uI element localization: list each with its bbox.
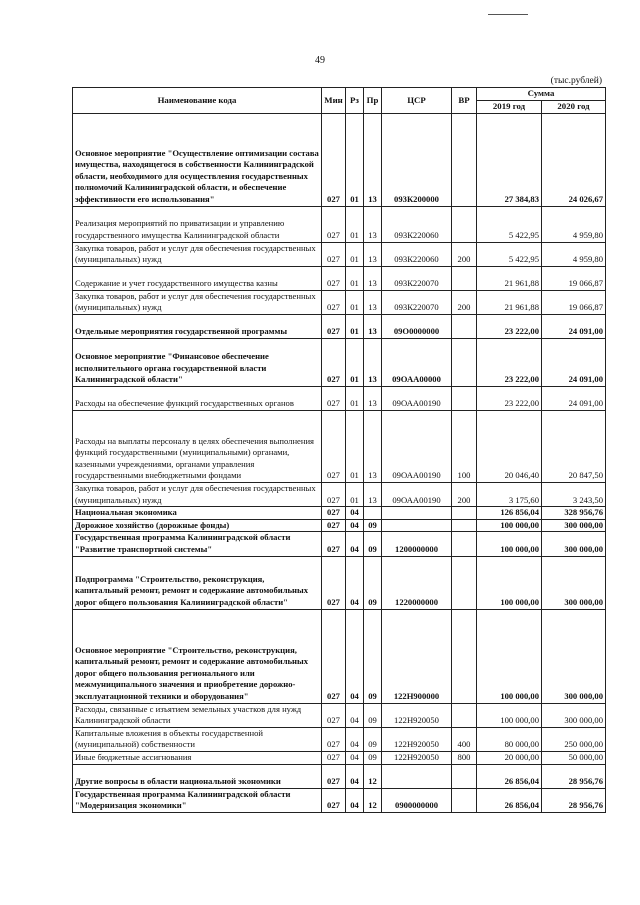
cell-y2020: 19 066,87 bbox=[542, 266, 606, 290]
units-label: (тыс.рублей) bbox=[550, 76, 602, 86]
cell-min: 027 bbox=[322, 242, 346, 266]
cell-rz: 04 bbox=[346, 519, 364, 532]
cell-name: Основное мероприятие "Строительство, реконструкция, капитальный ремонт, ремонт и содержание автомобильных дорог общего пользования регионального или межмуниципального значения и приобретение дорожно-эксплуатационной техники и оборудования" bbox=[73, 609, 322, 703]
cell-min: 027 bbox=[322, 290, 346, 314]
header-csr: ЦСР bbox=[382, 88, 452, 114]
cell-y2019: 20 000,00 bbox=[477, 751, 542, 764]
table-row bbox=[73, 556, 606, 609]
table-row bbox=[73, 242, 606, 266]
table-row bbox=[73, 507, 606, 520]
cell-pr: 09 bbox=[364, 519, 382, 532]
cell-min: 027 bbox=[322, 314, 346, 338]
cell-min: 027 bbox=[322, 788, 346, 812]
cell-y2019: 80 000,00 bbox=[477, 727, 542, 751]
cell-pr: 13 bbox=[364, 410, 382, 482]
cell-min: 027 bbox=[322, 507, 346, 520]
cell-name: Содержание и учет государственного имущества казны bbox=[73, 266, 322, 290]
cell-y2019: 5 422,95 bbox=[477, 206, 542, 242]
cell-rz: 04 bbox=[346, 751, 364, 764]
cell-rz: 04 bbox=[346, 507, 364, 520]
cell-vr bbox=[452, 703, 477, 727]
cell-vr: 400 bbox=[452, 727, 477, 751]
cell-y2019: 26 856,04 bbox=[477, 788, 542, 812]
header-2020: 2020 год bbox=[542, 101, 606, 114]
cell-vr: 200 bbox=[452, 242, 477, 266]
cell-pr: 13 bbox=[364, 338, 382, 386]
table-row bbox=[73, 703, 606, 727]
cell-vr bbox=[452, 266, 477, 290]
cell-y2020: 300 000,00 bbox=[542, 556, 606, 609]
table-row bbox=[73, 314, 606, 338]
page-number: 49 bbox=[315, 55, 325, 66]
cell-y2020: 28 956,76 bbox=[542, 788, 606, 812]
cell-csr: 09ОАА00000 bbox=[382, 338, 452, 386]
cell-name: Реализация мероприятий по приватизации и управлению государственного имущества Калининградской области bbox=[73, 206, 322, 242]
cell-vr bbox=[452, 206, 477, 242]
cell-name: Расходы на обеспечение функций государственных органов bbox=[73, 386, 322, 410]
cell-pr: 13 bbox=[364, 206, 382, 242]
cell-min: 027 bbox=[322, 206, 346, 242]
table-row bbox=[73, 519, 606, 532]
table-row bbox=[73, 751, 606, 764]
cell-name: Основное мероприятие "Осуществление оптимизации состава имущества, находящегося в собственности Калининградской области, необходимого для осуществления государственных полномочий Калининградской области, и обеспечение эффективности его использования" bbox=[73, 113, 322, 206]
cell-y2019: 100 000,00 bbox=[477, 556, 542, 609]
cell-min: 027 bbox=[322, 703, 346, 727]
cell-csr: 1200000000 bbox=[382, 532, 452, 556]
header-sum: Сумма bbox=[477, 88, 606, 101]
cell-name: Закупка товаров, работ и услуг для обеспечения государственных (муниципальных) нужд bbox=[73, 482, 322, 506]
cell-name: Национальная экономика bbox=[73, 507, 322, 520]
cell-name: Другие вопросы в области национальной экономики bbox=[73, 764, 322, 788]
table-row bbox=[73, 206, 606, 242]
cell-rz: 01 bbox=[346, 410, 364, 482]
cell-y2019: 27 384,83 bbox=[477, 113, 542, 206]
top-rule bbox=[488, 14, 528, 15]
cell-name: Закупка товаров, работ и услуг для обеспечения государственных (муниципальных) нужд bbox=[73, 242, 322, 266]
table-row bbox=[73, 266, 606, 290]
header-rz: Рз bbox=[346, 88, 364, 114]
cell-vr: 200 bbox=[452, 482, 477, 506]
cell-pr: 13 bbox=[364, 113, 382, 206]
cell-y2019: 23 222,00 bbox=[477, 386, 542, 410]
cell-y2020: 20 847,50 bbox=[542, 410, 606, 482]
cell-csr: 122Н920050 bbox=[382, 703, 452, 727]
cell-y2020: 4 959,80 bbox=[542, 206, 606, 242]
cell-rz: 04 bbox=[346, 532, 364, 556]
cell-name: Отдельные мероприятия государственной программы bbox=[73, 314, 322, 338]
cell-vr: 800 bbox=[452, 751, 477, 764]
cell-y2020: 24 026,67 bbox=[542, 113, 606, 206]
cell-y2020: 19 066,87 bbox=[542, 290, 606, 314]
cell-name: Иные бюджетные ассигнования bbox=[73, 751, 322, 764]
cell-y2020: 4 959,80 bbox=[542, 242, 606, 266]
cell-rz: 04 bbox=[346, 727, 364, 751]
cell-vr bbox=[452, 338, 477, 386]
cell-rz: 01 bbox=[346, 314, 364, 338]
cell-min: 027 bbox=[322, 764, 346, 788]
cell-y2019: 100 000,00 bbox=[477, 703, 542, 727]
header-2019: 2019 год bbox=[477, 101, 542, 114]
cell-pr: 12 bbox=[364, 764, 382, 788]
cell-y2020: 50 000,00 bbox=[542, 751, 606, 764]
cell-pr bbox=[364, 507, 382, 520]
cell-csr: 09ОАА00190 bbox=[382, 410, 452, 482]
cell-vr bbox=[452, 532, 477, 556]
cell-name: Подпрограмма "Строительство, реконструкция, капитальный ремонт, ремонт и содержание автомобильных дорог общего пользования Калининградской области" bbox=[73, 556, 322, 609]
cell-vr bbox=[452, 788, 477, 812]
cell-rz: 01 bbox=[346, 338, 364, 386]
cell-rz: 01 bbox=[346, 206, 364, 242]
cell-rz: 04 bbox=[346, 609, 364, 703]
cell-csr: 093К220070 bbox=[382, 266, 452, 290]
cell-vr bbox=[452, 113, 477, 206]
cell-y2019: 126 856,04 bbox=[477, 507, 542, 520]
cell-min: 027 bbox=[322, 113, 346, 206]
cell-csr: 09О0000000 bbox=[382, 314, 452, 338]
cell-min: 027 bbox=[322, 519, 346, 532]
cell-csr: 093К200000 bbox=[382, 113, 452, 206]
cell-rz: 04 bbox=[346, 788, 364, 812]
cell-pr: 13 bbox=[364, 266, 382, 290]
table-row bbox=[73, 727, 606, 751]
cell-min: 027 bbox=[322, 410, 346, 482]
cell-vr: 200 bbox=[452, 290, 477, 314]
cell-pr: 09 bbox=[364, 556, 382, 609]
table-row bbox=[73, 113, 606, 206]
cell-pr: 09 bbox=[364, 609, 382, 703]
cell-vr bbox=[452, 556, 477, 609]
cell-y2019: 23 222,00 bbox=[477, 338, 542, 386]
cell-y2020: 250 000,00 bbox=[542, 727, 606, 751]
cell-y2020: 328 956,76 bbox=[542, 507, 606, 520]
cell-y2019: 3 175,60 bbox=[477, 482, 542, 506]
cell-csr: 09ОАА00190 bbox=[382, 386, 452, 410]
cell-csr: 122Н920050 bbox=[382, 727, 452, 751]
cell-name: Закупка товаров, работ и услуг для обеспечения государственных (муниципальных) нужд bbox=[73, 290, 322, 314]
cell-pr: 13 bbox=[364, 386, 382, 410]
cell-rz: 04 bbox=[346, 764, 364, 788]
cell-vr bbox=[452, 519, 477, 532]
cell-min: 027 bbox=[322, 727, 346, 751]
cell-csr: 09ОАА00190 bbox=[382, 482, 452, 506]
cell-csr bbox=[382, 519, 452, 532]
cell-csr: 093К220060 bbox=[382, 206, 452, 242]
cell-min: 027 bbox=[322, 556, 346, 609]
cell-min: 027 bbox=[322, 482, 346, 506]
cell-vr bbox=[452, 507, 477, 520]
cell-min: 027 bbox=[322, 751, 346, 764]
cell-rz: 01 bbox=[346, 290, 364, 314]
header-pr: Пр bbox=[364, 88, 382, 114]
cell-min: 027 bbox=[322, 266, 346, 290]
cell-y2020: 300 000,00 bbox=[542, 519, 606, 532]
cell-y2020: 300 000,00 bbox=[542, 609, 606, 703]
cell-csr bbox=[382, 507, 452, 520]
table-row bbox=[73, 410, 606, 482]
budget-table bbox=[72, 87, 606, 813]
cell-csr: 093К220060 bbox=[382, 242, 452, 266]
cell-rz: 01 bbox=[346, 242, 364, 266]
header-name: Наименование кода bbox=[73, 88, 322, 114]
cell-csr: 093К220070 bbox=[382, 290, 452, 314]
table-row bbox=[73, 609, 606, 703]
cell-y2019: 100 000,00 bbox=[477, 532, 542, 556]
cell-rz: 01 bbox=[346, 386, 364, 410]
cell-pr: 09 bbox=[364, 751, 382, 764]
cell-y2019: 100 000,00 bbox=[477, 519, 542, 532]
cell-name: Дорожное хозяйство (дорожные фонды) bbox=[73, 519, 322, 532]
cell-csr: 122Н920050 bbox=[382, 751, 452, 764]
cell-pr: 09 bbox=[364, 727, 382, 751]
cell-csr: 122Н900000 bbox=[382, 609, 452, 703]
cell-csr bbox=[382, 764, 452, 788]
cell-pr: 09 bbox=[364, 703, 382, 727]
cell-pr: 09 bbox=[364, 532, 382, 556]
cell-vr bbox=[452, 609, 477, 703]
cell-name: Капитальные вложения в объекты государственной (муниципальной) собственности bbox=[73, 727, 322, 751]
cell-rz: 01 bbox=[346, 482, 364, 506]
cell-y2020: 24 091,00 bbox=[542, 386, 606, 410]
cell-y2020: 300 000,00 bbox=[542, 532, 606, 556]
cell-min: 027 bbox=[322, 386, 346, 410]
cell-name: Государственная программа Калининградской области "Модернизация экономики" bbox=[73, 788, 322, 812]
cell-name: Расходы, связанные с изъятием земельных участков для нужд Калининградской области bbox=[73, 703, 322, 727]
cell-name: Государственная программа Калининградской области "Развитие транспортной системы" bbox=[73, 532, 322, 556]
cell-csr: 1220000000 bbox=[382, 556, 452, 609]
cell-y2019: 21 961,88 bbox=[477, 266, 542, 290]
header-min: Мин bbox=[322, 88, 346, 114]
cell-y2019: 20 046,40 bbox=[477, 410, 542, 482]
table-row bbox=[73, 532, 606, 556]
cell-rz: 01 bbox=[346, 113, 364, 206]
cell-y2020: 3 243,50 bbox=[542, 482, 606, 506]
cell-y2020: 28 956,76 bbox=[542, 764, 606, 788]
cell-pr: 13 bbox=[364, 482, 382, 506]
cell-min: 027 bbox=[322, 532, 346, 556]
cell-y2019: 21 961,88 bbox=[477, 290, 542, 314]
cell-y2020: 24 091,00 bbox=[542, 314, 606, 338]
cell-vr bbox=[452, 314, 477, 338]
cell-y2020: 24 091,00 bbox=[542, 338, 606, 386]
cell-y2019: 5 422,95 bbox=[477, 242, 542, 266]
table-row bbox=[73, 290, 606, 314]
table-row bbox=[73, 338, 606, 386]
cell-pr: 13 bbox=[364, 242, 382, 266]
cell-min: 027 bbox=[322, 609, 346, 703]
table-row bbox=[73, 788, 606, 812]
cell-vr bbox=[452, 386, 477, 410]
cell-csr: 0900000000 bbox=[382, 788, 452, 812]
cell-rz: 04 bbox=[346, 556, 364, 609]
cell-vr bbox=[452, 764, 477, 788]
cell-y2019: 23 222,00 bbox=[477, 314, 542, 338]
cell-pr: 12 bbox=[364, 788, 382, 812]
cell-rz: 01 bbox=[346, 266, 364, 290]
cell-name: Расходы на выплаты персоналу в целях обеспечения выполнения функций государственными (муниципальными) органами, казенными учреждениями, органами управления государственными внебюджетными фондами bbox=[73, 410, 322, 482]
cell-y2020: 300 000,00 bbox=[542, 703, 606, 727]
cell-pr: 13 bbox=[364, 314, 382, 338]
table-row bbox=[73, 764, 606, 788]
table-row bbox=[73, 482, 606, 506]
cell-pr: 13 bbox=[364, 290, 382, 314]
cell-y2019: 26 856,04 bbox=[477, 764, 542, 788]
table-row bbox=[73, 386, 606, 410]
cell-vr: 100 bbox=[452, 410, 477, 482]
cell-min: 027 bbox=[322, 338, 346, 386]
cell-name: Основное мероприятие "Финансовое обеспечение исполнительного органа государственной власти Калининградской области" bbox=[73, 338, 322, 386]
header-vr: ВР bbox=[452, 88, 477, 114]
cell-rz: 04 bbox=[346, 703, 364, 727]
cell-y2019: 100 000,00 bbox=[477, 609, 542, 703]
